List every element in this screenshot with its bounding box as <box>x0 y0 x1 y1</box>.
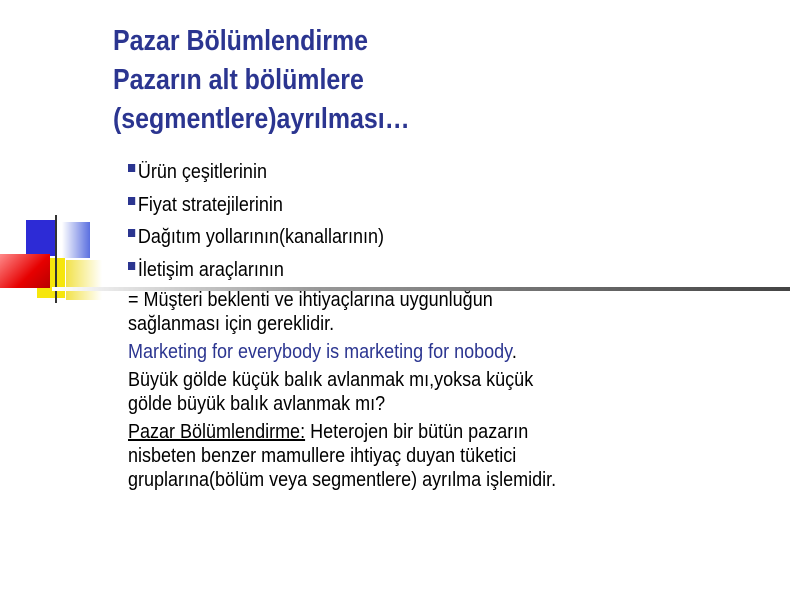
paragraph-line <box>128 420 556 444</box>
bullet-item <box>128 190 556 223</box>
square-bullet-icon <box>128 262 135 270</box>
bullet-item <box>128 157 556 190</box>
title-line-2: Pazarın alt bölümlere <box>113 64 364 96</box>
quote-period: . <box>511 341 517 363</box>
quote-text: Marketing for everybody is marketing for nobody <box>128 341 512 363</box>
paragraph-definition <box>128 420 556 492</box>
yellow-gradient-square-decoration <box>66 260 102 300</box>
bullet-text: Ürün çeşitlerinin <box>137 161 267 183</box>
square-bullet-icon <box>128 197 135 205</box>
title-line-3: (segmentlere)ayrılması… <box>113 103 410 135</box>
paragraph-line: sağlanması için gereklidir. <box>128 313 335 335</box>
paragraph-line: gruplarına(bölüm veya segmentlere) ayrılma işlemidir. <box>128 469 557 491</box>
red-square-decoration <box>0 254 50 288</box>
paragraph-requirement <box>128 288 556 336</box>
slide-title <box>113 22 410 139</box>
definition-term: Pazar Bölümlendirme: <box>128 421 306 443</box>
bullet-item <box>128 255 556 288</box>
blue-square-decoration <box>26 220 56 256</box>
paragraph-line: nisbeten benzer mamullere ihtiyaç duyan tüketici <box>128 445 517 467</box>
paragraph-quote <box>128 340 556 364</box>
bullet-item <box>128 222 556 255</box>
bullet-text: İletişim araçlarının <box>137 258 284 281</box>
blue-gradient-square-decoration <box>62 222 90 258</box>
paragraph-line: = Müşteri beklenti ve ihtiyaçlarına uygunluğun <box>128 289 493 311</box>
paragraph-question <box>128 368 556 416</box>
square-bullet-icon <box>128 164 135 172</box>
bullet-text: Dağıtım yollarının(kanallarının) <box>137 226 385 248</box>
title-line-1: Pazar Bölümlendirme <box>113 25 369 57</box>
paragraph-line: gölde büyük balık avlanmak mı? <box>128 393 386 415</box>
paragraph-line: Büyük gölde küçük balık avlanmak mı,yoksa küçük <box>128 369 534 391</box>
definition-text: Heterojen bir bütün pazarın <box>305 421 529 443</box>
bullet-text: Fiyat stratejilerinin <box>137 193 283 216</box>
slide-body <box>128 157 556 492</box>
square-bullet-icon <box>128 229 135 237</box>
